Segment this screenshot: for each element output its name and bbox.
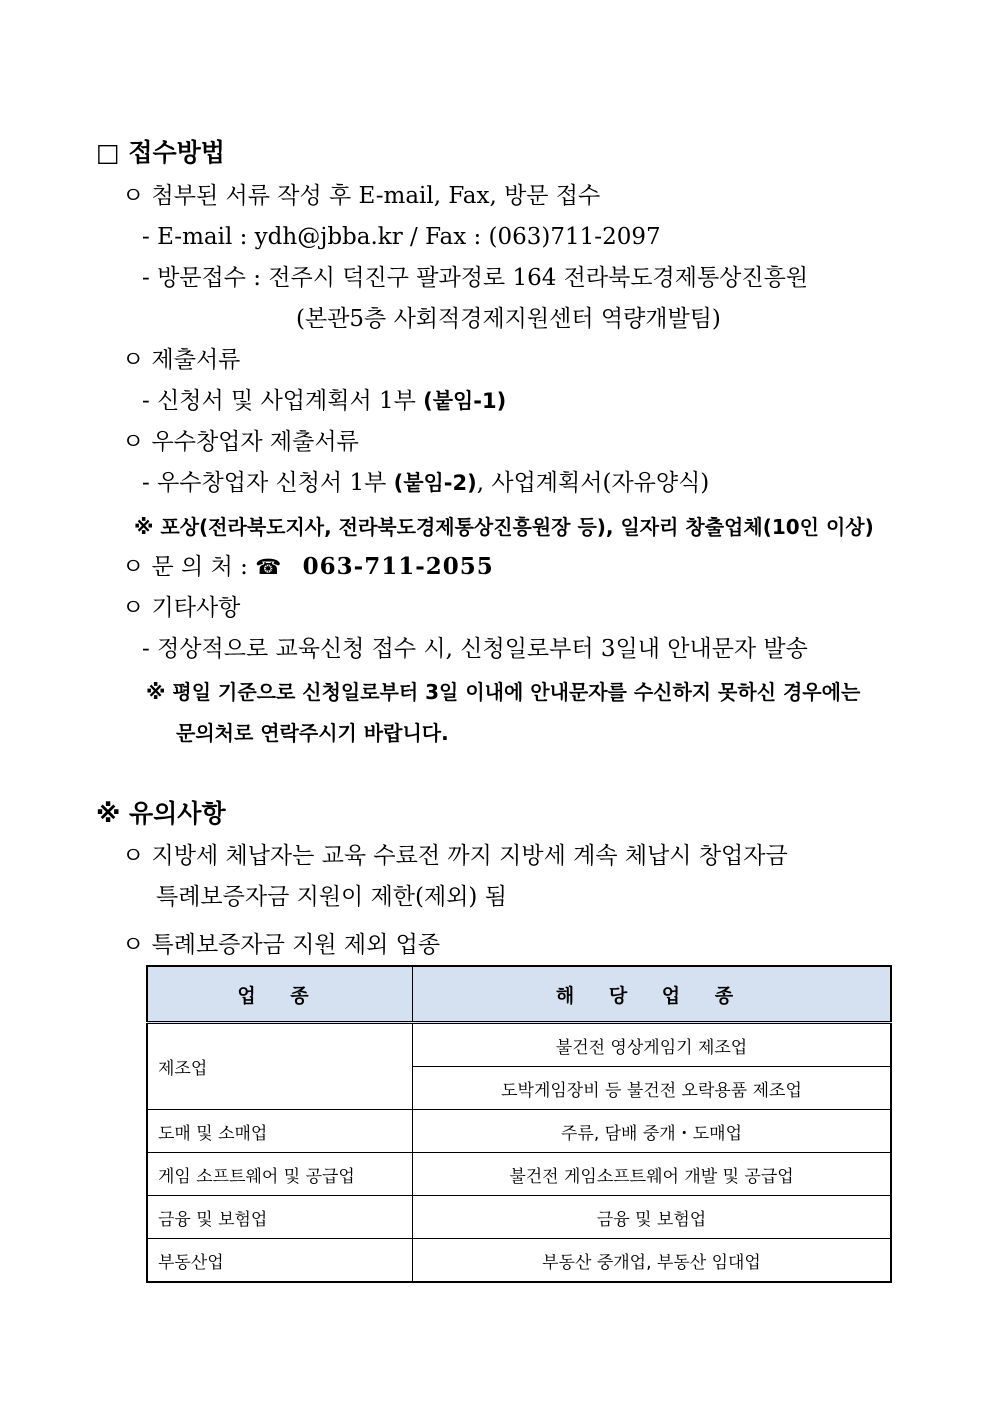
excellent-documents-line — [142, 468, 709, 498]
header-applicable: 해 당 업 종 — [413, 966, 892, 1023]
table-row — [147, 1110, 891, 1153]
industry-cell: 부동산업 — [147, 1239, 413, 1283]
table-header-row — [147, 966, 891, 1023]
attachment-2-label: (붙임-2) — [393, 471, 477, 495]
etc-note-line1: ※ 평일 기준으로 신청일로부터 3일 이내에 안내문자를 수신하지 못하신 경우에는 — [146, 680, 861, 704]
industry-cell: 제조업 — [147, 1023, 413, 1110]
section-heading-cautions: ※ 유의사항 — [96, 799, 226, 828]
contact-line — [122, 552, 494, 582]
applicable-cell: 불건전 영상게임기 제조업 — [413, 1023, 892, 1067]
industry-cell: 금융 및 보험업 — [147, 1196, 413, 1239]
table-row — [147, 1196, 891, 1239]
caution-bullet-1-continued: 특례보증자금 지원이 제한(제외) 됨 — [156, 884, 507, 910]
applicable-cell: 금융 및 보험업 — [413, 1196, 892, 1239]
contact-phone: 063-711-2055 — [302, 553, 494, 580]
section-heading-receipt: □ 접수방법 — [96, 138, 225, 167]
excellent-text-b: , 사업계획서(자유양식) — [476, 470, 710, 496]
applicable-cell: 주류, 담배 중개・도매업 — [413, 1110, 892, 1153]
industry-cell: 도매 및 소매업 — [147, 1110, 413, 1153]
award-note: ※ 포상(전라북도지사, 전라북도경제통상진흥원장 등), 일자리 창출업체(10인 이상) — [134, 515, 874, 539]
receipt-methods-bullet: ㅇ 첨부된 서류 작성 후 E-mail, Fax, 방문 접수 — [122, 183, 601, 209]
attachment-1-label: (붙임-1) — [423, 389, 507, 413]
applicable-cell: 부동산 중개업, 부동산 임대업 — [413, 1239, 892, 1283]
contact-label: ㅇ 문 의 처 : — [122, 554, 256, 580]
documents-line — [142, 386, 506, 416]
etc-line: - 정상적으로 교육신청 접수 시, 신청일로부터 3일내 안내문자 발송 — [142, 636, 808, 662]
header-industry: 업 종 — [147, 966, 413, 1023]
etc-bullet: ㅇ 기타사항 — [122, 595, 241, 621]
table-row — [147, 1239, 891, 1283]
applicable-cell: 도박게임장비 등 불건전 오락용품 제조업 — [413, 1067, 892, 1110]
caution-bullet-2: ㅇ 특례보증자금 지원 제외 업종 — [122, 932, 441, 958]
excellent-documents-bullet: ㅇ 우수창업자 제출서류 — [122, 429, 359, 455]
email-fax-line: - E-mail : ydh@jbba.kr / Fax : (063)711-2097 — [142, 224, 661, 250]
documents-text: - 신청서 및 사업계획서 1부 — [142, 388, 424, 414]
visit-address-line: - 방문접수 : 전주시 덕진구 팔과정로 164 전라북도경제통상진흥원 — [142, 265, 809, 291]
table-row — [147, 1023, 891, 1067]
documents-bullet: ㅇ 제출서류 — [122, 347, 241, 373]
excellent-text-a: - 우수창업자 신청서 1부 — [142, 470, 394, 496]
etc-note-line2: 문의처로 연락주시기 바랍니다. — [176, 721, 449, 745]
phone-icon: ☎ — [255, 555, 282, 579]
excluded-industries-table — [146, 965, 892, 1283]
caution-bullet-1: ㅇ 지방세 체납자는 교육 수료전 까지 지방세 계속 체납시 창업자금 — [122, 843, 788, 869]
table-row — [147, 1153, 891, 1196]
industry-cell: 게임 소프트웨어 및 공급업 — [147, 1153, 413, 1196]
visit-address-continued: (본관5층 사회적경제지원센터 역량개발팀) — [296, 306, 721, 332]
applicable-cell: 불건전 게임소프트웨어 개발 및 공급업 — [413, 1153, 892, 1196]
